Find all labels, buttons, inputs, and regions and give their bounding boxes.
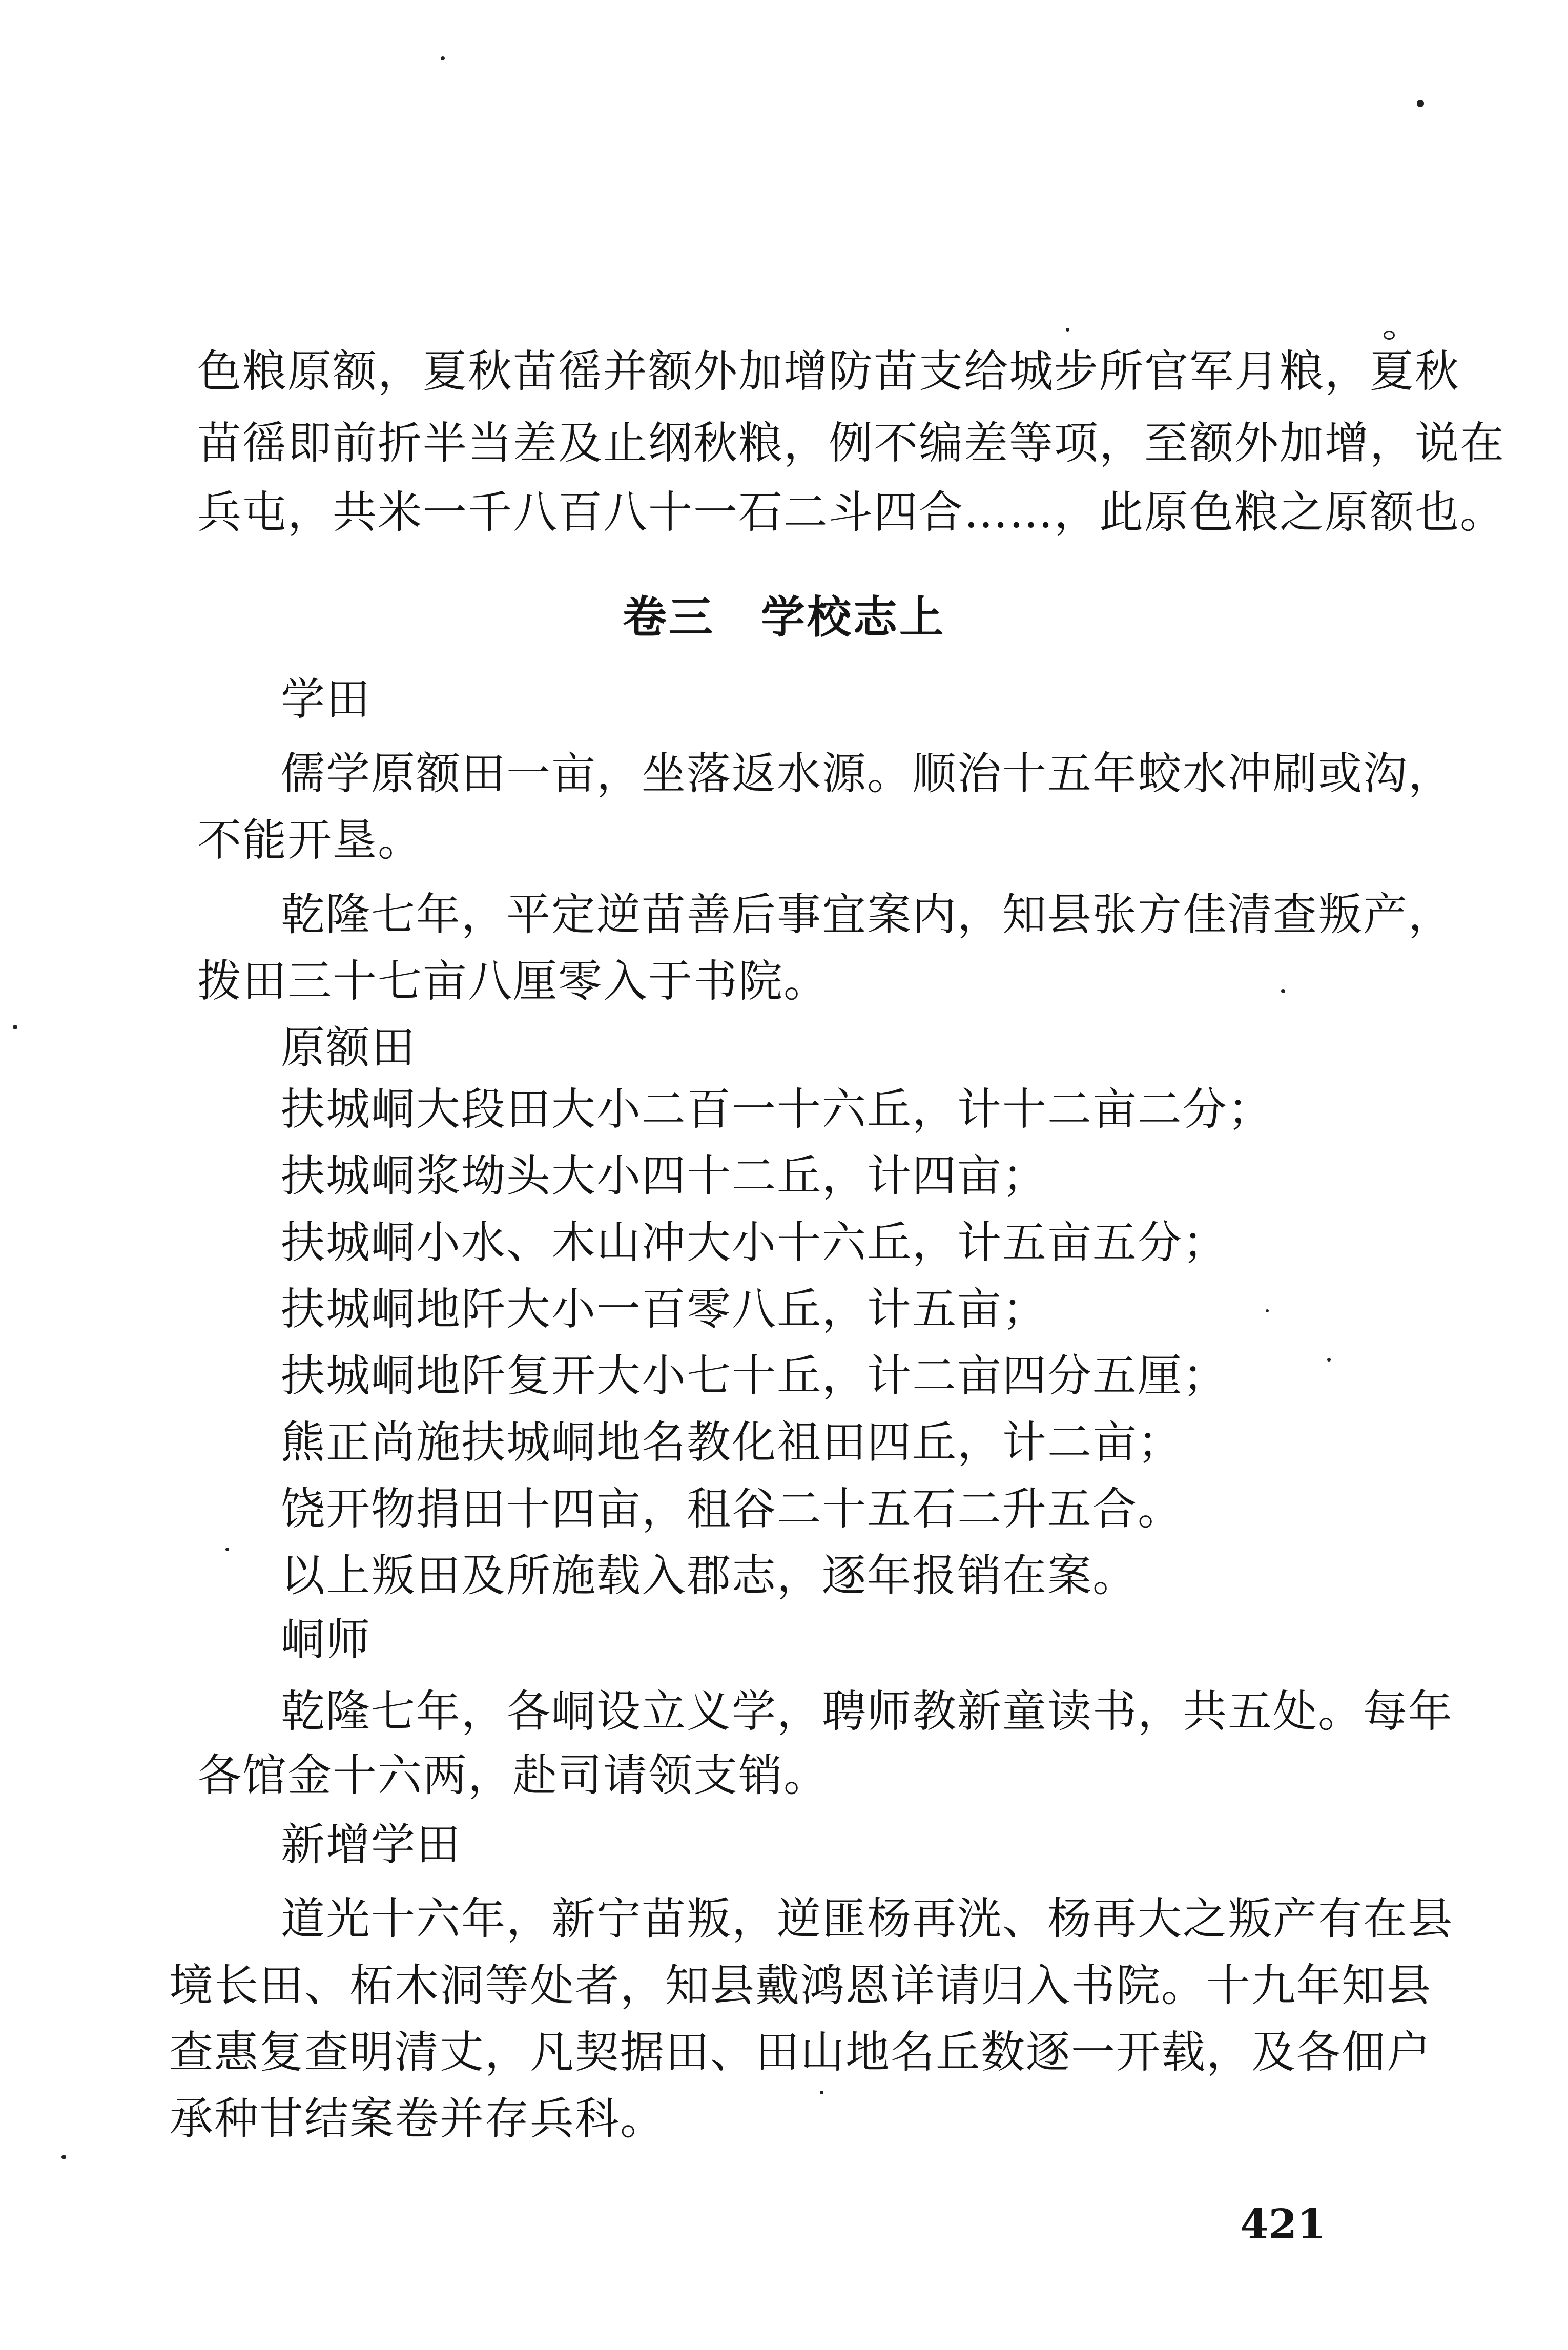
chapter-heading: [0, 589, 1568, 646]
para1-line2: 不能开垦。: [197, 815, 423, 866]
scan-speck: [441, 56, 445, 60]
para4-line3: 查惠复查明清丈，凡契据田、田山地名丘数逐一开载，及各佃户: [169, 2027, 1432, 2078]
yuan-item: 扶城峒小水、木山冲大小十六丘，计五亩五分；: [281, 1217, 1228, 1268]
section-title-dongshi: 峒师: [281, 1614, 371, 1665]
chapter-title: 学校志上: [761, 591, 945, 643]
chapter-volume: 卷三: [623, 591, 715, 643]
para4-line4: 承种甘结案卷并存兵科。: [169, 2093, 665, 2145]
yuan-item: 熊正尚施扶城峒地名教化祖田四丘，计二亩；: [281, 1417, 1183, 1468]
scan-speck: [13, 1025, 17, 1029]
para4-line2: 境长田、柘木洞等处者，知县戴鸿恩详请归入书院。十九年知县: [169, 1960, 1432, 2011]
para2-line2: 拨田三十七亩八厘零入于书院。: [197, 956, 829, 1007]
para1-line1: 儒学原额田一亩，坐落返水源。顺治十五年蛟水冲刷或沟，: [281, 748, 1453, 799]
scan-speck: [1327, 1358, 1331, 1362]
scan-speck: [1384, 331, 1395, 340]
section-title-xuetian: 学田: [281, 674, 371, 725]
yuan-item: 扶城峒地阡大小一百零八丘，计五亩；: [281, 1284, 1047, 1335]
section-title-yuan: 原额田: [281, 1022, 416, 1074]
para4-line1: 道光十六年，新宁苗叛，逆匪杨再洸、杨再大之叛产有在县: [281, 1893, 1453, 1945]
scan-speck: [1281, 989, 1285, 993]
para3-line1: 乾隆七年，各峒设立义学，聘师教新童读书，共五处。每年: [281, 1686, 1453, 1737]
para2-line1: 乾隆七年，平定逆苗善后事宜案内，知县张方佳清查叛产，: [281, 889, 1453, 940]
scan-speck: [1066, 328, 1069, 332]
intro-line-1: 色粮原额，夏秋苗徭并额外加增防苗支给城步所官军月粮，夏秋: [197, 346, 1460, 397]
para3-line2: 各馆金十六两，赴司请领支销。: [197, 1750, 829, 1801]
intro-line-3: 兵屯，共米一千八百八十一石二斗四合……，此原色粮之原额也。: [197, 487, 1505, 538]
yuan-item: 以上叛田及所施载入郡志，逐年报销在案。: [281, 1550, 1138, 1601]
section-title-xinzeng: 新增学田: [281, 1819, 461, 1870]
page-number: 421: [1240, 2200, 1326, 2248]
scan-speck: [1417, 100, 1424, 107]
scan-speck: [61, 2155, 66, 2159]
scan-speck: [820, 2091, 823, 2094]
yuan-item: 饶开物捐田十四亩，租谷二十五石二升五合。: [281, 1483, 1183, 1535]
yuan-item: 扶城峒地阡复开大小七十丘，计二亩四分五厘；: [281, 1350, 1228, 1401]
yuan-item: 扶城峒大段田大小二百一十六丘，计十二亩二分；: [281, 1084, 1273, 1135]
yuan-item: 扶城峒浆坳头大小四十二丘，计四亩；: [281, 1150, 1047, 1202]
intro-line-2: 苗徭即前折半当差及止纲秋粮，例不编差等项，至额外加增，说在: [197, 418, 1505, 469]
scan-speck: [1266, 1309, 1269, 1312]
scan-speck: [225, 1548, 229, 1551]
